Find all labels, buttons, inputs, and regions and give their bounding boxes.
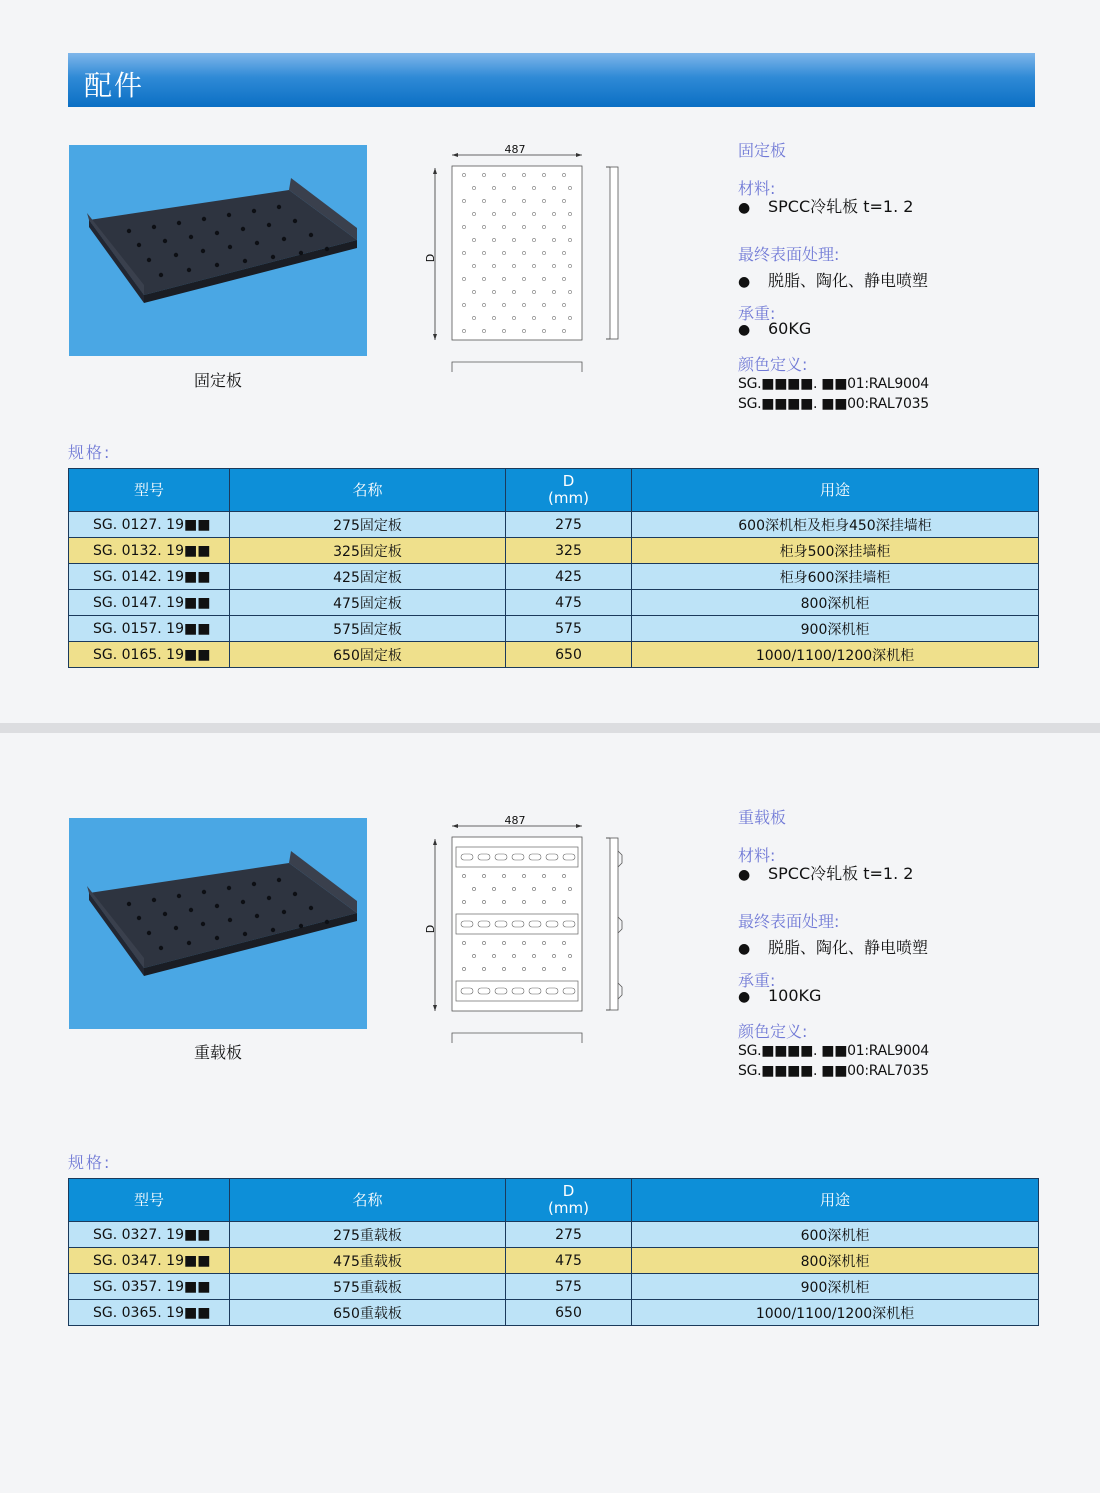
product-title: 重载板 <box>738 808 787 827</box>
table-row <box>69 1222 1039 1248</box>
cell-model: SG. 0347. 19■■ <box>69 1248 230 1274</box>
material-value: ● SPCC冷轧板 t=1. 2 <box>738 864 914 883</box>
table-row <box>69 590 1039 616</box>
load-label: 承重: <box>738 971 776 990</box>
col-depth: D (mm) <box>506 469 632 512</box>
col-name: 名称 <box>230 1179 506 1222</box>
cell-use: 800深机柜 <box>632 590 1039 616</box>
load-value: ● 100KG <box>738 986 822 1005</box>
header-bar <box>68 53 1035 107</box>
cell-depth: 425 <box>506 564 632 590</box>
cell-depth: 575 <box>506 1274 632 1300</box>
cell-model: SG. 0157. 19■■ <box>69 616 230 642</box>
fixed-shelf-caption: 固定板 <box>193 371 242 390</box>
cell-name: 575重载板 <box>230 1274 506 1300</box>
color-label: 颜色定义: <box>738 1022 808 1041</box>
cell-use: 900深机柜 <box>632 616 1039 642</box>
surface-label: 最终表面处理: <box>738 245 840 264</box>
section-divider <box>0 723 1100 733</box>
depth-label: D <box>424 924 437 934</box>
cell-depth: 475 <box>506 590 632 616</box>
width-dimension: 487 <box>504 814 526 827</box>
spec-table-heading: 规格: <box>68 443 112 462</box>
heavy-shelf-drawing <box>420 811 630 1051</box>
cell-use: 900深机柜 <box>632 1274 1039 1300</box>
cell-model: SG. 0132. 19■■ <box>69 538 230 564</box>
cell-depth: 475 <box>506 1248 632 1274</box>
cell-use: 1000/1100/1200深机柜 <box>632 1300 1039 1326</box>
color-code-2: SG.■■■■. ■■00:RAL7035 <box>738 1063 929 1079</box>
surface-value: ● 脱脂、陶化、静电喷塑 <box>738 271 929 290</box>
cell-depth: 575 <box>506 616 632 642</box>
col-depth: D (mm) <box>506 1179 632 1222</box>
cell-name: 475固定板 <box>230 590 506 616</box>
color-code-1: SG.■■■■. ■■01:RAL9004 <box>738 376 929 392</box>
material-value: ● SPCC冷轧板 t=1. 2 <box>738 197 914 216</box>
surface-label: 最终表面处理: <box>738 912 840 931</box>
col-model: 型号 <box>69 469 230 512</box>
cell-model: SG. 0365. 19■■ <box>69 1300 230 1326</box>
cell-model: SG. 0142. 19■■ <box>69 564 230 590</box>
depth-label: D <box>424 253 437 263</box>
cell-use: 600深机柜及柜身450深挂墙柜 <box>632 512 1039 538</box>
cell-name: 275固定板 <box>230 512 506 538</box>
spec-table-heading: 规格: <box>68 1153 112 1172</box>
cell-model: SG. 0357. 19■■ <box>69 1274 230 1300</box>
table-row <box>69 616 1039 642</box>
cell-name: 650重载板 <box>230 1300 506 1326</box>
col-use: 用途 <box>632 1179 1039 1222</box>
color-code-2: SG.■■■■. ■■00:RAL7035 <box>738 396 929 412</box>
cell-depth: 275 <box>506 1222 632 1248</box>
load-value: ● 60KG <box>738 319 812 338</box>
cell-depth: 325 <box>506 538 632 564</box>
fixed-shelf-photo <box>69 145 367 356</box>
color-label: 颜色定义: <box>738 355 808 374</box>
table-row <box>69 564 1039 590</box>
heavy-shelf-photo <box>69 818 367 1029</box>
product-title: 固定板 <box>738 141 787 160</box>
table-row <box>69 1248 1039 1274</box>
cell-name: 325固定板 <box>230 538 506 564</box>
cell-model: SG. 0127. 19■■ <box>69 512 230 538</box>
col-name: 名称 <box>230 469 506 512</box>
cell-name: 475重载板 <box>230 1248 506 1274</box>
width-dimension: 487 <box>504 143 526 156</box>
table-row <box>69 512 1039 538</box>
table-row <box>69 642 1039 668</box>
color-code-1: SG.■■■■. ■■01:RAL9004 <box>738 1043 929 1059</box>
page-title: 配件 <box>84 69 145 102</box>
load-label: 承重: <box>738 304 776 323</box>
cell-use: 柜身500深挂墙柜 <box>632 538 1039 564</box>
heavy-shelf-caption: 重载板 <box>193 1043 242 1062</box>
cell-use: 800深机柜 <box>632 1248 1039 1274</box>
material-label: 材料: <box>738 179 776 198</box>
cell-model: SG. 0147. 19■■ <box>69 590 230 616</box>
cell-name: 575固定板 <box>230 616 506 642</box>
cell-use: 1000/1100/1200深机柜 <box>632 642 1039 668</box>
fixed-shelf-specs <box>738 138 1038 428</box>
material-label: 材料: <box>738 846 776 865</box>
col-use: 用途 <box>632 469 1039 512</box>
surface-value: ● 脱脂、陶化、静电喷塑 <box>738 938 929 957</box>
cell-name: 650固定板 <box>230 642 506 668</box>
table-row <box>69 538 1039 564</box>
cell-use: 柜身600深挂墙柜 <box>632 564 1039 590</box>
cell-use: 600深机柜 <box>632 1222 1039 1248</box>
cell-name: 425固定板 <box>230 564 506 590</box>
heavy-shelf-specs <box>738 805 1038 1095</box>
cell-depth: 650 <box>506 1300 632 1326</box>
table-row <box>69 1274 1039 1300</box>
cell-depth: 650 <box>506 642 632 668</box>
cell-name: 275重载板 <box>230 1222 506 1248</box>
cell-model: SG. 0165. 19■■ <box>69 642 230 668</box>
col-model: 型号 <box>69 1179 230 1222</box>
heavy-shelf-table <box>68 1178 1039 1326</box>
cell-depth: 275 <box>506 512 632 538</box>
cell-model: SG. 0327. 19■■ <box>69 1222 230 1248</box>
fixed-shelf-drawing <box>420 140 630 380</box>
table-row <box>69 1300 1039 1326</box>
fixed-shelf-table <box>68 468 1039 668</box>
